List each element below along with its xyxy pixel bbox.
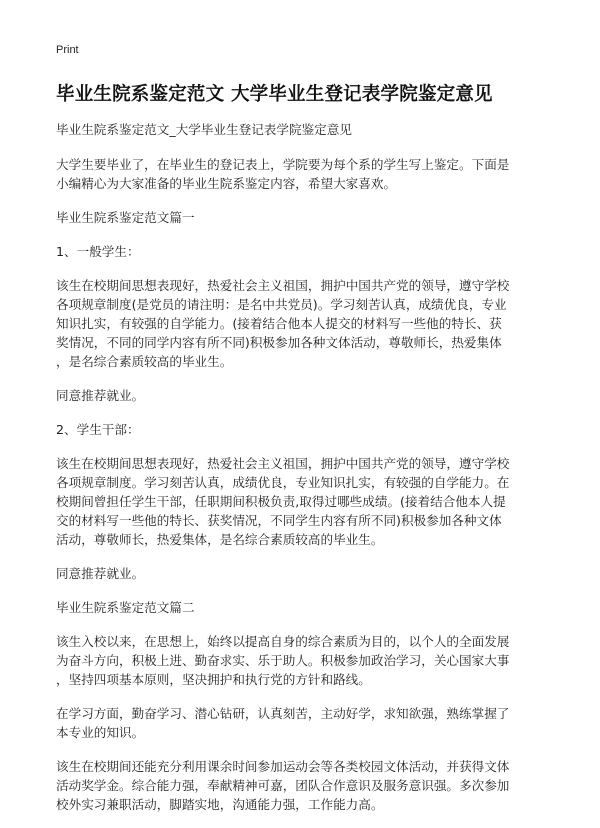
document-body: [56, 120, 548, 814]
general-students-paragraph: [56, 276, 548, 371]
text-line: ，坚持四项基本原则，坚决拥护和执行党的方针和路线。: [56, 672, 371, 687]
text-line: 知识扎实，有较强的自学能力。(接着结合他本人提交的材料写一些他的特长、获: [56, 316, 502, 331]
recommend-line-2: 同意推荐就业。: [56, 566, 145, 581]
text-line: 奖情况，不同的同学内容有所不同)积极参加各种文体活动，尊敬师长，热爱集体: [56, 335, 502, 350]
text-line: 小编精心为大家准备的毕业生院系鉴定内容，希望大家喜欢。: [56, 176, 397, 191]
text-line: 该生在校期间还能充分利用课余时间参加运动会等各类校园文体活动，并获得文体: [56, 759, 510, 774]
item-heading-general-students: 1、一般学生：: [56, 244, 140, 259]
text-line: 该生入校以来，在思想上，始终以提高自身的综合素质为目的，以个人的全面发展: [56, 634, 510, 649]
text-line: 在学习方面，勤奋学习、潜心钻研，认真刻苦，主动好学，求知欲强，熟练掌握了: [56, 706, 510, 721]
intro-paragraph: [56, 155, 548, 193]
text-line: 各项规章制度。学习刻苦认真，成绩优良，专业知识扎实，有较强的自学能力。在: [56, 475, 510, 490]
print-link[interactable]: Print: [56, 44, 79, 56]
text-line: 该生在校期间思想表现好，热爱社会主义祖国，拥护中国共产党的领导，遵守学校: [56, 456, 510, 471]
page-title: 毕业生院系鉴定范文 大学毕业生登记表学院鉴定意见: [56, 84, 493, 105]
section-heading-1: 毕业生院系鉴定范文篇一: [56, 210, 195, 225]
text-line: ，是名综合素质较高的毕业生。: [56, 354, 233, 369]
item-heading-student-cadres: 2、学生干部：: [56, 422, 140, 437]
section-heading-2: 毕业生院系鉴定范文篇二: [56, 600, 195, 615]
text-line: 大学生要毕业了，在毕业生的登记表上，学院要为每个系的学生写上鉴定。下面是: [56, 157, 510, 172]
text-line: 交的材料写一些他的特长、获奖情况，不同学生内容有所不同)积极参加各种文体: [56, 513, 502, 528]
recommend-line-1: 同意推荐就业。: [56, 388, 145, 403]
student-cadres-paragraph: [56, 454, 548, 549]
text-line: 该生在校期间思想表现好，热爱社会主义祖国，拥护中国共产党的领导，遵守学校: [56, 278, 510, 293]
text-line: 活动，尊敬师长，热爱集体，是名综合素质较高的毕业生。: [56, 532, 384, 547]
text-line: 活动奖学金。综合能力强，奉献精神可嘉，团队合作意识及服务意识强。多次参加: [56, 778, 510, 793]
study-paragraph: [56, 704, 548, 742]
document-subtitle: 毕业生院系鉴定范文_大学毕业生登记表学院鉴定意见: [56, 122, 352, 137]
activities-paragraph: [56, 757, 548, 814]
text-line: 为奋斗方向，积极上进、勤奋求实、乐于助人。积极参加政治学习，关心国家大事: [56, 653, 510, 668]
text-line: 校期间曾担任学生干部，任职期间积极负责,取得过哪些成绩。(接着结合他本人提: [56, 494, 506, 509]
text-line: 校外实习兼职活动，脚踏实地，沟通能力强，工作能力高。: [56, 797, 384, 812]
text-line: 各项规章制度(是党员的请注明：是名中共党员)。学习刻苦认真，成绩优良，专业: [56, 297, 507, 312]
text-line: 本专业的知识。: [56, 725, 145, 740]
ideology-paragraph: [56, 632, 548, 689]
